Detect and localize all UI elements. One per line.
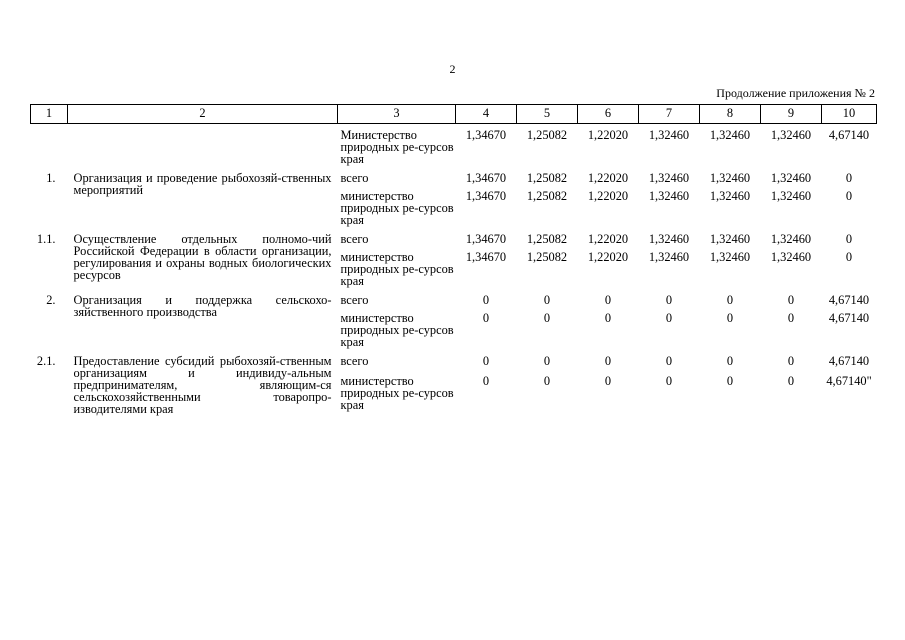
value-cell: 0 [604, 311, 612, 325]
page-number: 2 [449, 62, 456, 76]
value-cell: 0 [787, 373, 795, 388]
value-cell: 0 [482, 354, 490, 368]
value-cell: 1,32460 [770, 189, 812, 203]
value-cell: 0 [726, 311, 734, 325]
value-cell: 1,32460 [648, 171, 690, 185]
value-cell: 1,34670 [465, 250, 507, 264]
value-cell: 1,34670 [465, 171, 507, 185]
value-cell: 0 [787, 293, 795, 307]
table-row [31, 226, 877, 245]
header-cell: 4 [456, 105, 517, 124]
value-cell: 1,32460 [709, 128, 751, 142]
value-cell: 1,34670 [465, 232, 507, 246]
header-row [31, 105, 877, 124]
value-cell: 0 [845, 189, 853, 203]
value-cell: 0 [787, 311, 795, 325]
value-cell: 1,22020 [587, 171, 629, 185]
value-cell: 1,25082 [526, 128, 568, 142]
value-cell: 4,67140 [828, 311, 870, 325]
row-name: Организация и проведение рыбохозяй-ственных мероприятий [73, 171, 332, 197]
value-cell: 4,67140" [826, 373, 872, 388]
value-cell: 0 [787, 354, 795, 368]
value-cell: 0 [845, 171, 853, 185]
value-cell: 1,25082 [526, 171, 568, 185]
value-cell: 0 [604, 293, 612, 307]
row-code: 1.1. [36, 232, 56, 246]
value-cell: 4,67140 [828, 128, 870, 142]
value-cell: 0 [482, 311, 490, 325]
table-row [31, 348, 877, 369]
value-cell: 1,25082 [526, 250, 568, 264]
value-cell: 1,32460 [648, 250, 690, 264]
source-cell: министерство природных ре-сурсов края [340, 189, 454, 227]
value-cell: 0 [543, 373, 551, 388]
value-cell: 0 [543, 354, 551, 368]
value-cell: 0 [482, 373, 490, 388]
value-cell: 1,32460 [648, 232, 690, 246]
value-cell: 1,32460 [709, 250, 751, 264]
value-cell: 1,25082 [526, 189, 568, 203]
value-cell: 1,32460 [709, 189, 751, 203]
source-cell: всего [340, 232, 369, 246]
value-cell: 1,25082 [526, 232, 568, 246]
header-cell: 9 [761, 105, 822, 124]
value-cell: 0 [604, 373, 612, 388]
value-cell: 1,34670 [465, 189, 507, 203]
source-cell: всего [340, 293, 369, 307]
header-cell: 3 [338, 105, 456, 124]
header-cell: 10 [822, 105, 877, 124]
table-row [31, 287, 877, 306]
source-cell: всего [340, 171, 369, 185]
header-cell: 1 [31, 105, 68, 124]
value-cell: 0 [665, 293, 673, 307]
value-cell: 1,32460 [648, 128, 690, 142]
source-cell: министерство природных ре-сурсов края [340, 373, 454, 412]
value-cell: 1,32460 [770, 232, 812, 246]
value-cell: 0 [665, 311, 673, 325]
table-row [31, 165, 877, 184]
source-cell: министерство природных ре-сурсов края [340, 250, 454, 288]
header-cell: 8 [700, 105, 761, 124]
value-cell: 0 [665, 373, 673, 388]
value-cell: 1,32460 [709, 171, 751, 185]
header-cell: 2 [68, 105, 338, 124]
continuation-label: Продолжение приложения № 2 [716, 86, 875, 100]
row-code: 1. [46, 171, 56, 185]
source-cell: Министерство природных ре-сурсов края [340, 128, 454, 166]
value-cell: 0 [726, 354, 734, 368]
row-code: 2.1. [36, 354, 56, 368]
value-cell: 1,22020 [587, 232, 629, 246]
header-cell: 7 [639, 105, 700, 124]
value-cell: 4,67140 [828, 293, 870, 307]
value-cell: 1,34670 [465, 128, 507, 142]
header-cell: 6 [578, 105, 639, 124]
value-cell: 1,32460 [709, 232, 751, 246]
source-cell: министерство природных ре-сурсов края [340, 311, 454, 349]
value-cell: 4,67140 [828, 354, 870, 368]
value-cell: 1,22020 [587, 128, 629, 142]
value-cell: 0 [543, 311, 551, 325]
value-cell: 1,22020 [587, 189, 629, 203]
row-name: Предоставление субсидий рыбохозяй-ственным организациям и индивиду-альным предпринимателям, являющим-ся сельскохозяйственными товаропро-изводителями края [73, 354, 332, 416]
row-name: Осуществление отдельных полномо-чий Российской Федерации в области организации, регулирования и охраны водных биологических ресурсов [73, 232, 332, 282]
source-cell: всего [340, 354, 369, 368]
value-cell: 0 [726, 373, 734, 388]
row-code: 2. [46, 293, 56, 307]
value-cell: 1,32460 [770, 128, 812, 142]
value-cell: 1,32460 [648, 189, 690, 203]
value-cell: 1,32460 [770, 250, 812, 264]
header-cell: 5 [517, 105, 578, 124]
value-cell: 0 [845, 250, 853, 264]
appendix-table [30, 104, 877, 415]
value-cell: 1,32460 [770, 171, 812, 185]
value-cell: 0 [604, 354, 612, 368]
value-cell: 0 [665, 354, 673, 368]
row-name: Организация и поддержка сельскохо-зяйственного производства [73, 293, 332, 319]
table-row [31, 124, 877, 166]
value-cell: 0 [543, 293, 551, 307]
value-cell: 1,22020 [587, 250, 629, 264]
value-cell: 0 [845, 232, 853, 246]
value-cell: 0 [726, 293, 734, 307]
value-cell: 0 [482, 293, 490, 307]
